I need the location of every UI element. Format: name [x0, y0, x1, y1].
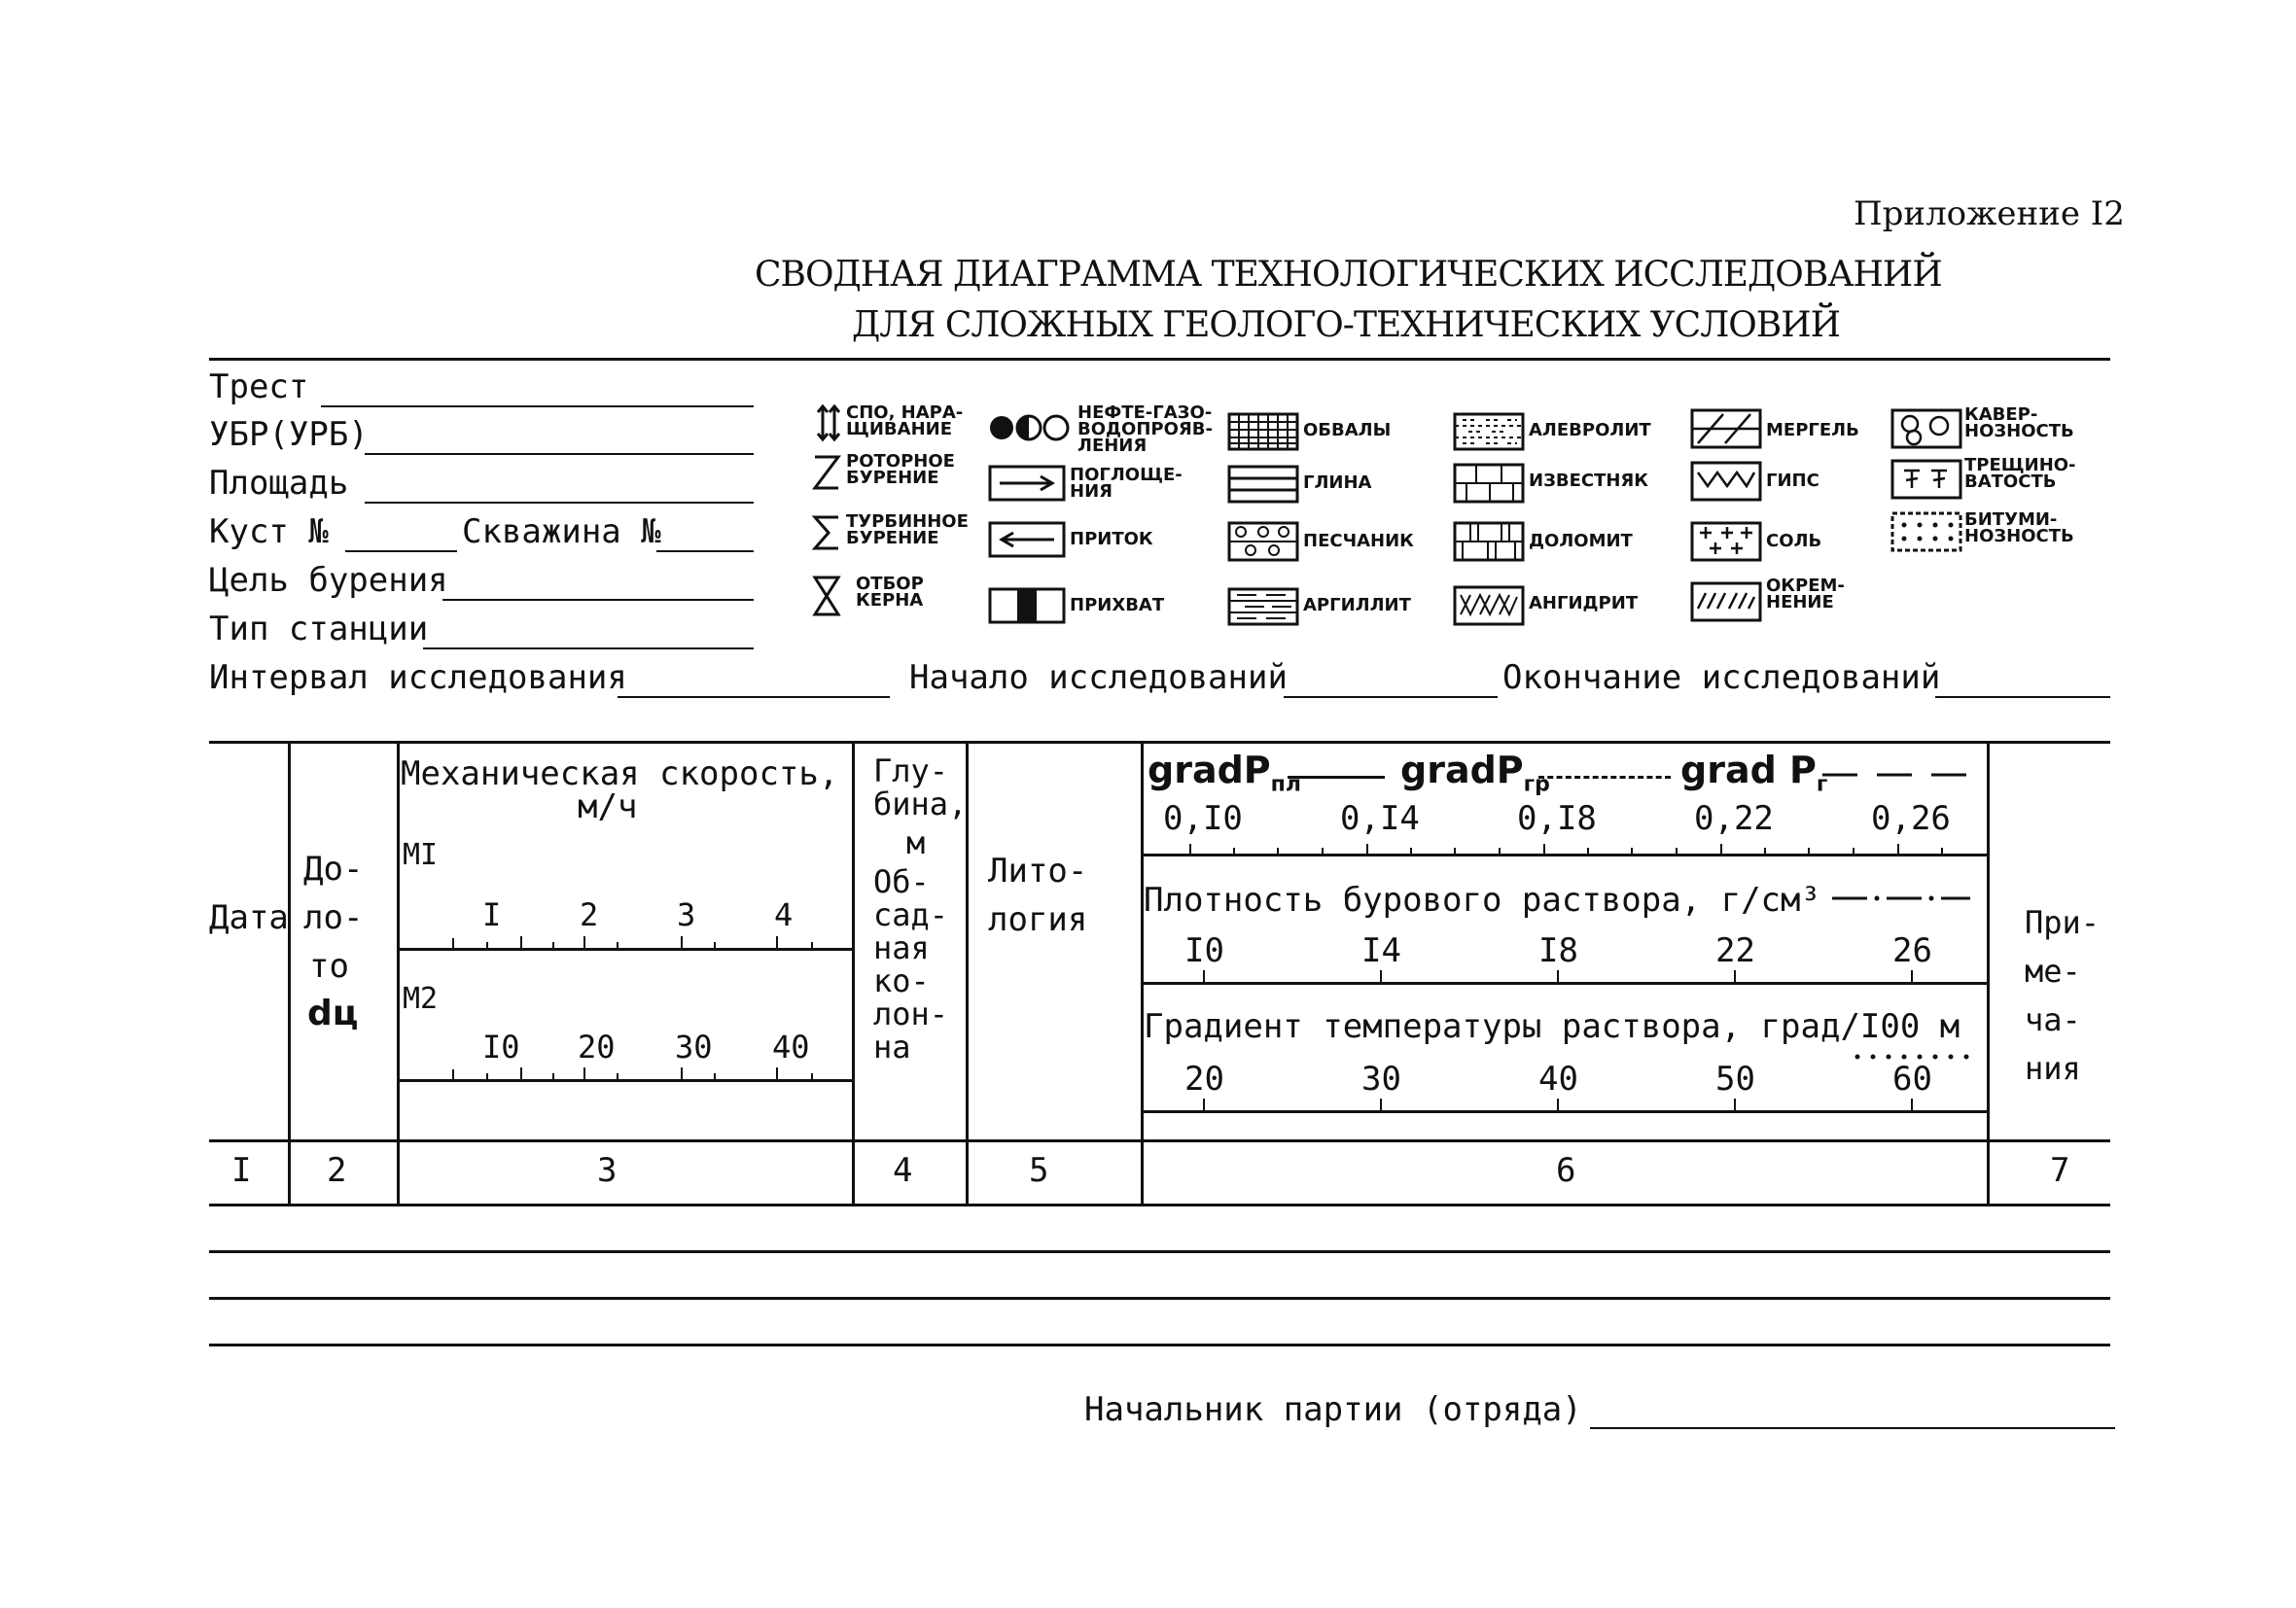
- fracturing-icon: [1890, 459, 1962, 500]
- density-tick-3: I8: [1538, 931, 1578, 970]
- divider-bit: [397, 741, 400, 1204]
- m1-label: МI: [403, 838, 439, 872]
- divider-date: [288, 741, 291, 1204]
- purpose-field[interactable]: [442, 599, 754, 601]
- density-section-rule: [1144, 982, 1988, 985]
- density-tick-2: I4: [1361, 931, 1401, 970]
- density-tick-5: 26: [1892, 931, 1932, 970]
- column-notes: [2025, 898, 2100, 1093]
- legend-clay: ГЛИНА: [1303, 472, 1372, 493]
- depth-line4: Об-: [873, 863, 930, 900]
- column-bit-line3: то: [309, 947, 349, 986]
- notes-line4: ния: [2025, 1050, 2081, 1087]
- grad-tick-2: 0,I4: [1340, 799, 1420, 838]
- col-number-1: I: [231, 1151, 252, 1190]
- start-label: Начало исследований: [909, 658, 1288, 697]
- signature-field[interactable]: [1590, 1427, 2115, 1429]
- cluster-field[interactable]: [345, 550, 457, 552]
- grad-g-line: [1819, 768, 1974, 782]
- legend-siltstone: АЛЕВРОЛИТ: [1529, 420, 1651, 440]
- m2-tick-4: 40: [772, 1029, 810, 1066]
- grad-gr-line: [1538, 776, 1671, 779]
- legend-fracture: ТРЕЩИНО- ВАТОСТЬ: [1964, 455, 2076, 492]
- density-tick-1: I0: [1184, 931, 1224, 970]
- depth-line5: сад-: [873, 896, 949, 933]
- notes-line1: При-: [2025, 904, 2101, 941]
- limestone-icon: [1453, 463, 1525, 504]
- argillite-icon: [1227, 587, 1299, 626]
- temp-tick-2: 30: [1361, 1060, 1401, 1099]
- legend-gypsum: ГИПС: [1766, 471, 1819, 491]
- grad-section-rule: [1144, 854, 1988, 856]
- legend-rotor: РОТОРНОЕ БУРЕНИЕ: [846, 451, 955, 488]
- density-line-style: [1828, 891, 1974, 906]
- marl-icon: [1690, 408, 1762, 449]
- sandstone-icon: [1227, 521, 1299, 562]
- table-top-rule: [209, 741, 2110, 744]
- legend-anhydrite: АНГИДРИТ: [1529, 593, 1639, 613]
- appendix-label: Приложение I2: [1854, 194, 2125, 233]
- header-rule: [209, 358, 2110, 361]
- table-row[interactable]: [209, 1297, 2110, 1300]
- m1-tick-2: 2: [580, 896, 599, 933]
- station-field[interactable]: [423, 647, 754, 649]
- temp-tick-4: 50: [1715, 1060, 1755, 1099]
- turbine-drilling-icon: [809, 511, 844, 554]
- start-field[interactable]: [1284, 696, 1498, 698]
- divider-mech: [852, 741, 855, 1204]
- depth-line2: бина,: [873, 786, 968, 822]
- signature-label: Начальник партии (отряда): [1084, 1390, 1582, 1429]
- depth-line9: на: [873, 1029, 911, 1066]
- grad-pl-line: [1288, 776, 1385, 779]
- m1-tick-1: I: [482, 896, 502, 933]
- station-label: Тип станции: [209, 610, 429, 648]
- col-number-2: 2: [327, 1151, 347, 1190]
- grad-axis-ticks: [1144, 836, 1986, 856]
- temp-title: Градиент температуры раствора, град/I00 м: [1144, 1007, 1960, 1046]
- depth-line7: ко-: [873, 962, 930, 999]
- trust-label: Трест: [209, 367, 309, 406]
- well-label: Скважина №: [462, 512, 661, 551]
- column-depth: [873, 754, 967, 1064]
- depth-line6: ная: [873, 929, 930, 966]
- collapse-icon: [1227, 412, 1299, 451]
- legend-spo: СПО, НАРА- ЩИВАНИЕ: [846, 402, 964, 439]
- legend-limestone: ИЗВЕСТНЯК: [1529, 471, 1648, 491]
- table-header-bottom-rule: [209, 1139, 2110, 1142]
- m1-tick-4: 4: [774, 896, 794, 933]
- end-label: Окончание исследований: [1502, 658, 1941, 697]
- legend-inflow: ПРИТОК: [1070, 529, 1153, 549]
- legend-marl: МЕРГЕЛЬ: [1766, 420, 1859, 440]
- legend-core: ОТБОР КЕРНА: [856, 574, 924, 611]
- col-number-4: 4: [893, 1151, 913, 1190]
- table-row[interactable]: [209, 1344, 2110, 1346]
- grad-gr: gradP$_{гр}$: [1400, 749, 1550, 797]
- grad-tick-1: 0,I0: [1163, 799, 1243, 838]
- oil-gas-show-icon: [988, 410, 1076, 445]
- rotor-drilling-icon: [809, 451, 844, 494]
- legend-collapse: ОБВАЛЫ: [1303, 420, 1392, 440]
- m2-label: М2: [403, 982, 439, 1016]
- interval-label: Интервал исследования: [209, 658, 627, 697]
- gradient-legend: [1148, 749, 1301, 797]
- grad-pl-label: gradP$_{пл}$: [1148, 749, 1301, 797]
- trust-field[interactable]: [321, 405, 754, 407]
- mech-title: Механическая скорость,: [401, 754, 839, 793]
- siltstone-icon: [1453, 412, 1525, 451]
- m2-tick-2: 20: [578, 1029, 616, 1066]
- legend-salt: СОЛЬ: [1766, 531, 1822, 551]
- depth-line3: м: [906, 824, 926, 861]
- depth-line1: Глу-: [873, 752, 949, 789]
- anhydrite-icon: [1453, 585, 1525, 626]
- core-sampling-icon: [809, 574, 844, 618]
- legend-oilgas: НЕФТЕ-ГАЗО- ВОДОПРОЯВ- ЛЕНИЯ: [1077, 402, 1213, 456]
- temp-tick-5: 60: [1892, 1060, 1932, 1099]
- legend-dolomite: ДОЛОМИТ: [1529, 531, 1633, 551]
- area-label: Площадь: [209, 464, 349, 503]
- temp-tick-3: 40: [1538, 1060, 1578, 1099]
- col-number-5: 5: [1029, 1151, 1049, 1190]
- purpose-label: Цель бурения: [209, 561, 448, 600]
- spo-icon: [815, 402, 844, 443]
- litho-line2: логия: [988, 900, 1088, 939]
- grad-tick-5: 0,26: [1871, 799, 1951, 838]
- temp-tick-1: 20: [1184, 1060, 1224, 1099]
- table-row[interactable]: [209, 1250, 2110, 1253]
- end-field[interactable]: [1935, 696, 2110, 698]
- density-title: Плотность бурового раствора, г/см³: [1144, 881, 1820, 920]
- legend-argillite: АРГИЛЛИТ: [1303, 595, 1411, 615]
- m2-tick-1: I0: [482, 1029, 520, 1066]
- column-bit-line2: ло-: [303, 898, 364, 937]
- silicification-icon: [1690, 581, 1762, 622]
- legend-turbine: ТУРБИННОЕ БУРЕНИЕ: [846, 511, 969, 548]
- ubr-label: УБР(УРБ): [209, 415, 369, 454]
- m1-tick-3: 3: [677, 896, 696, 933]
- notes-line3: ча-: [2025, 1001, 2081, 1038]
- m2-tick-3: 30: [675, 1029, 713, 1066]
- bitumen-icon: [1890, 511, 1962, 552]
- grad-tick-4: 0,22: [1694, 799, 1774, 838]
- title-line-1: СВОДНАЯ ДИАГРАММА ТЕХНОЛОГИЧЕСКИХ ИССЛЕДОВАНИЙ: [755, 255, 1942, 295]
- legend-cavern: КАВЕР- НОЗНОСТЬ: [1964, 404, 2074, 441]
- gypsum-icon: [1690, 461, 1762, 502]
- grad-g: grad $P_г$: [1680, 749, 1828, 797]
- column-bit-line4: dц: [307, 994, 359, 1033]
- litho-line1: Лито-: [988, 852, 1088, 891]
- col-number-6: 6: [1556, 1151, 1576, 1190]
- absorption-icon: [988, 465, 1066, 502]
- mech-unit: м/ч: [578, 787, 638, 826]
- column-bit-line1: До-: [303, 850, 364, 889]
- cavernosity-icon: [1890, 408, 1962, 449]
- col-number-3: 3: [597, 1151, 618, 1190]
- dolomite-icon: [1453, 521, 1525, 562]
- ubr-field[interactable]: [365, 453, 754, 455]
- inflow-icon: [988, 521, 1066, 558]
- clay-icon: [1227, 465, 1299, 504]
- legend-bitumen: БИТУМИ- НОЗНОСТЬ: [1964, 509, 2074, 546]
- column-date: Дата: [209, 898, 289, 937]
- legend-absorption: ПОГЛОЩЕ- НИЯ: [1070, 465, 1183, 502]
- interval-field[interactable]: [618, 696, 890, 698]
- legend-sandstone: ПЕСЧАНИК: [1303, 531, 1414, 551]
- divider-params: [1987, 741, 1990, 1204]
- density-tick-4: 22: [1715, 931, 1755, 970]
- legend-silica: ОКРЕМ- НЕНИЕ: [1766, 576, 1845, 612]
- notes-line2: ме-: [2025, 953, 2081, 990]
- temp-section-rule: [1144, 1110, 1988, 1113]
- well-field[interactable]: [656, 550, 754, 552]
- grad-tick-3: 0,I8: [1517, 799, 1597, 838]
- area-field[interactable]: [365, 502, 754, 504]
- title-line-2: ДЛЯ СЛОЖНЫХ ГЕОЛОГО-ТЕХНИЧЕСКИХ УСЛОВИЙ: [852, 305, 1841, 345]
- col-number-7: 7: [2050, 1151, 2070, 1190]
- sticking-icon: [988, 587, 1066, 624]
- salt-icon: [1690, 521, 1762, 562]
- cluster-label: Куст №: [209, 512, 329, 551]
- depth-line8: лон-: [873, 996, 949, 1032]
- legend-sticking: ПРИХВАТ: [1070, 595, 1165, 615]
- column-numbers-bottom-rule: [209, 1204, 2110, 1206]
